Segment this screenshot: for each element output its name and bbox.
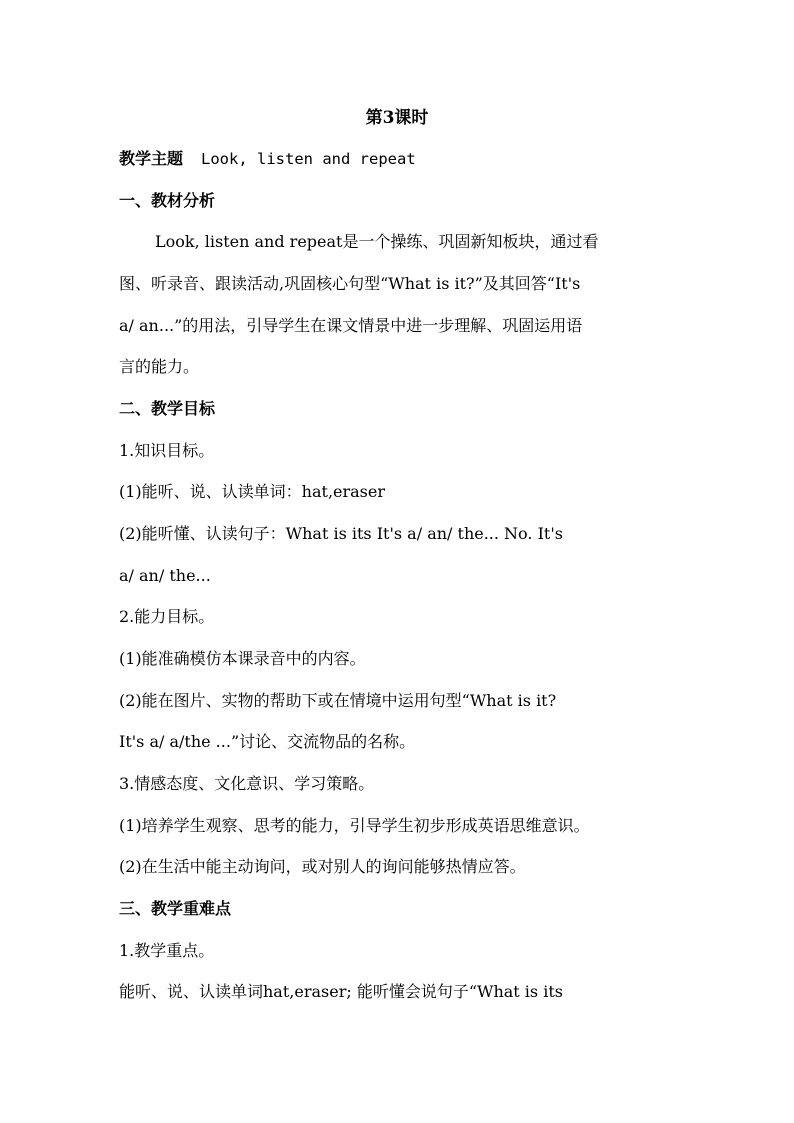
goal1-item2-line1: (2)能听懂、认读句子：What is its It's a/ an/ the... No. It's bbox=[119, 524, 563, 543]
section1-paragraph-line3: a/ an...”的用法，引导学生在课文情景中进一步理解、巩固运用语 bbox=[119, 316, 583, 335]
key-heading: 1.教学重点。 bbox=[119, 941, 215, 960]
theme-label: 教学主题 bbox=[119, 149, 184, 168]
goal1-item2-line2: a/ an/ the... bbox=[119, 566, 211, 585]
goal3-item1: (1)培养学生观察、思考的能力，引导学生初步形成英语思维意识。 bbox=[119, 816, 590, 835]
lesson-title: 第3课时 bbox=[365, 108, 429, 128]
section1-heading: 一、教材分析 bbox=[119, 191, 216, 210]
goal2-item1: (1)能准确模仿本课录音中的内容。 bbox=[119, 649, 366, 668]
goal2-item2-line2: It's a/ a/the ...”讨论、交流物品的名称。 bbox=[119, 732, 416, 751]
goal1-item1: (1)能听、说、认读单词：hat,eraser bbox=[119, 482, 386, 501]
section3-heading: 三、教学重难点 bbox=[119, 899, 232, 918]
goal2-heading: 2.能力目标。 bbox=[119, 607, 215, 626]
section2-heading: 二、教学目标 bbox=[119, 399, 216, 418]
goal3-item2: (2)在生活中能主动询问，或对别人的询问能够热情应答。 bbox=[119, 857, 526, 876]
goal3-heading: 3.情感态度、文化意识、学习策略。 bbox=[119, 774, 375, 793]
section1-paragraph-line4: 言的能力。 bbox=[119, 357, 200, 376]
theme-line bbox=[119, 148, 679, 170]
section1-paragraph-line1: Look, listen and repeat是一个操练、巩固新知板块，通过看 bbox=[155, 232, 599, 251]
goal1-heading: 1.知识目标。 bbox=[119, 441, 215, 460]
theme-value: Look, listen and repeat bbox=[201, 150, 416, 168]
section1-paragraph-line2: 图、听录音、跟读活动,巩固核心句型“What is it?”及其回答“It's bbox=[119, 274, 581, 293]
goal2-item2-line1: (2)能在图片、实物的帮助下或在情境中运用句型“What is it? bbox=[119, 691, 557, 710]
key-item1: 能听、说、认读单词hat,eraser; 能听懂会说句子“What is its bbox=[119, 982, 563, 1001]
